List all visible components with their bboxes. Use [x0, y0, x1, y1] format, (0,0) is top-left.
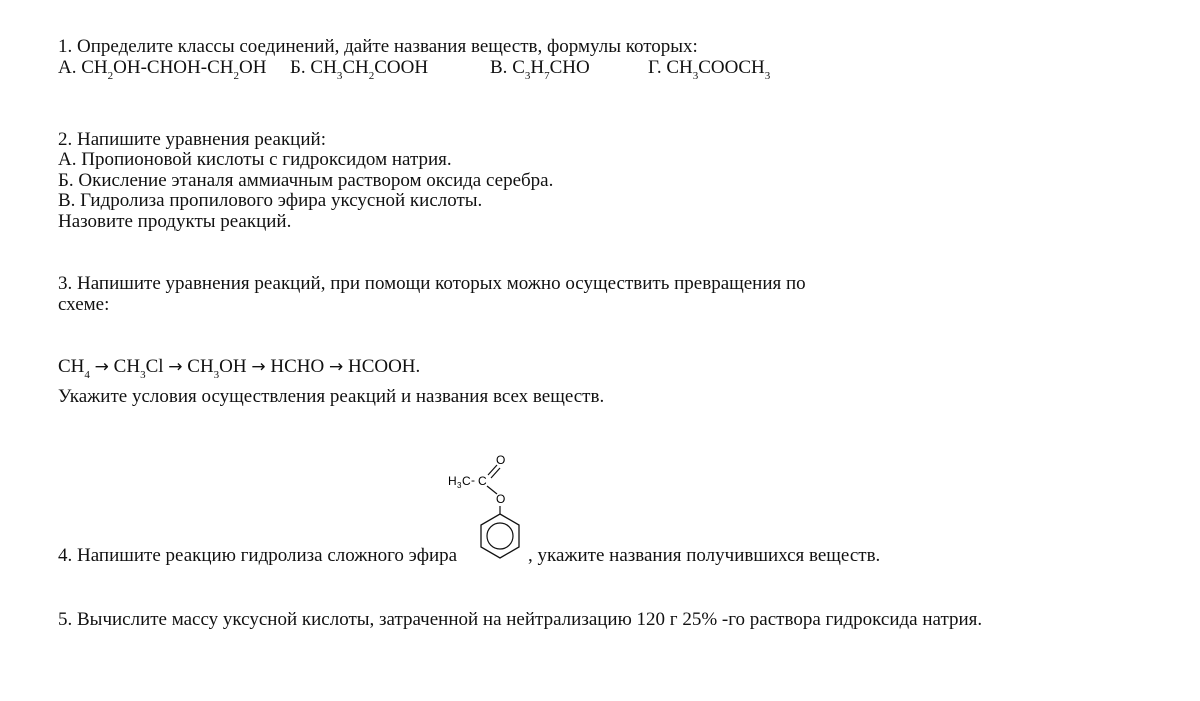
q2-closing: Назовите продукты реакций. [58, 211, 292, 232]
q2-item-v: В. Гидролиза пропилового эфира уксусной кислоты. [58, 190, 483, 211]
svg-text:C: C [462, 474, 471, 488]
q1-formula-v: В. $C_3H_7CHO$ [490, 57, 590, 82]
q1-formula-b: Б. $CH_3CH_2COOH$ [290, 57, 429, 82]
q1-prompt: 1. Определите классы соединений, дайте названия веществ, формулы которых: [58, 36, 698, 57]
svg-text:O: O [496, 492, 506, 506]
q2-title: 2. Напишите уравнения реакций: [58, 129, 326, 150]
q1-g-label: Г. [648, 57, 662, 78]
phenyl-acetate-structure [440, 448, 540, 560]
arrow-icon: → [94, 357, 109, 377]
q3-line1: 3. Напишите уравнения реакций, при помощи которых можно осуществить превращения по [58, 273, 806, 294]
q1-formula-g: Г. $CH_3COOCH_3$ [648, 57, 771, 82]
q2-item-b: Б. Окисление этаналя аммиачным раствором оксида серебра. [58, 170, 554, 191]
q4-text-before: 4. Напишите реакцию гидролиза сложного эфира [58, 545, 458, 566]
svg-text:-: - [471, 473, 475, 487]
arrow-icon: → [251, 357, 266, 377]
q5-text: 5. Вычислите массу уксусной кислоты, затраченной на нейтрализацию 120 г 25% -го раствора гидроксида натрия. [58, 609, 983, 630]
arrow-icon: → [328, 357, 344, 377]
q1-b-label: Б. [290, 57, 306, 78]
q4-text-after: , укажите названия получившихся веществ. [528, 545, 881, 566]
q3-scheme: $CH_4 \to CH_3Cl \to CH_3OH$ → HCHO → HCOOH. [58, 356, 421, 381]
svg-text:C: C [478, 474, 487, 488]
q2-item-a: А. Пропионовой кислоты с гидроксидом натрия. [58, 149, 452, 170]
q1-formula-a: А. $CH_2OH-CHOH-CH_2OH$ [58, 57, 267, 82]
svg-text:H: H [448, 474, 457, 488]
arrow-icon: → [168, 357, 183, 377]
svg-text:3: 3 [457, 481, 462, 490]
q3-note: Укажите условия осуществления реакций и названия всех веществ. [58, 386, 605, 407]
q1-a-label: А. [58, 57, 77, 78]
svg-text:O: O [496, 453, 506, 467]
q1-v-label: В. [490, 57, 508, 78]
q3-line2: схеме: [58, 294, 110, 315]
